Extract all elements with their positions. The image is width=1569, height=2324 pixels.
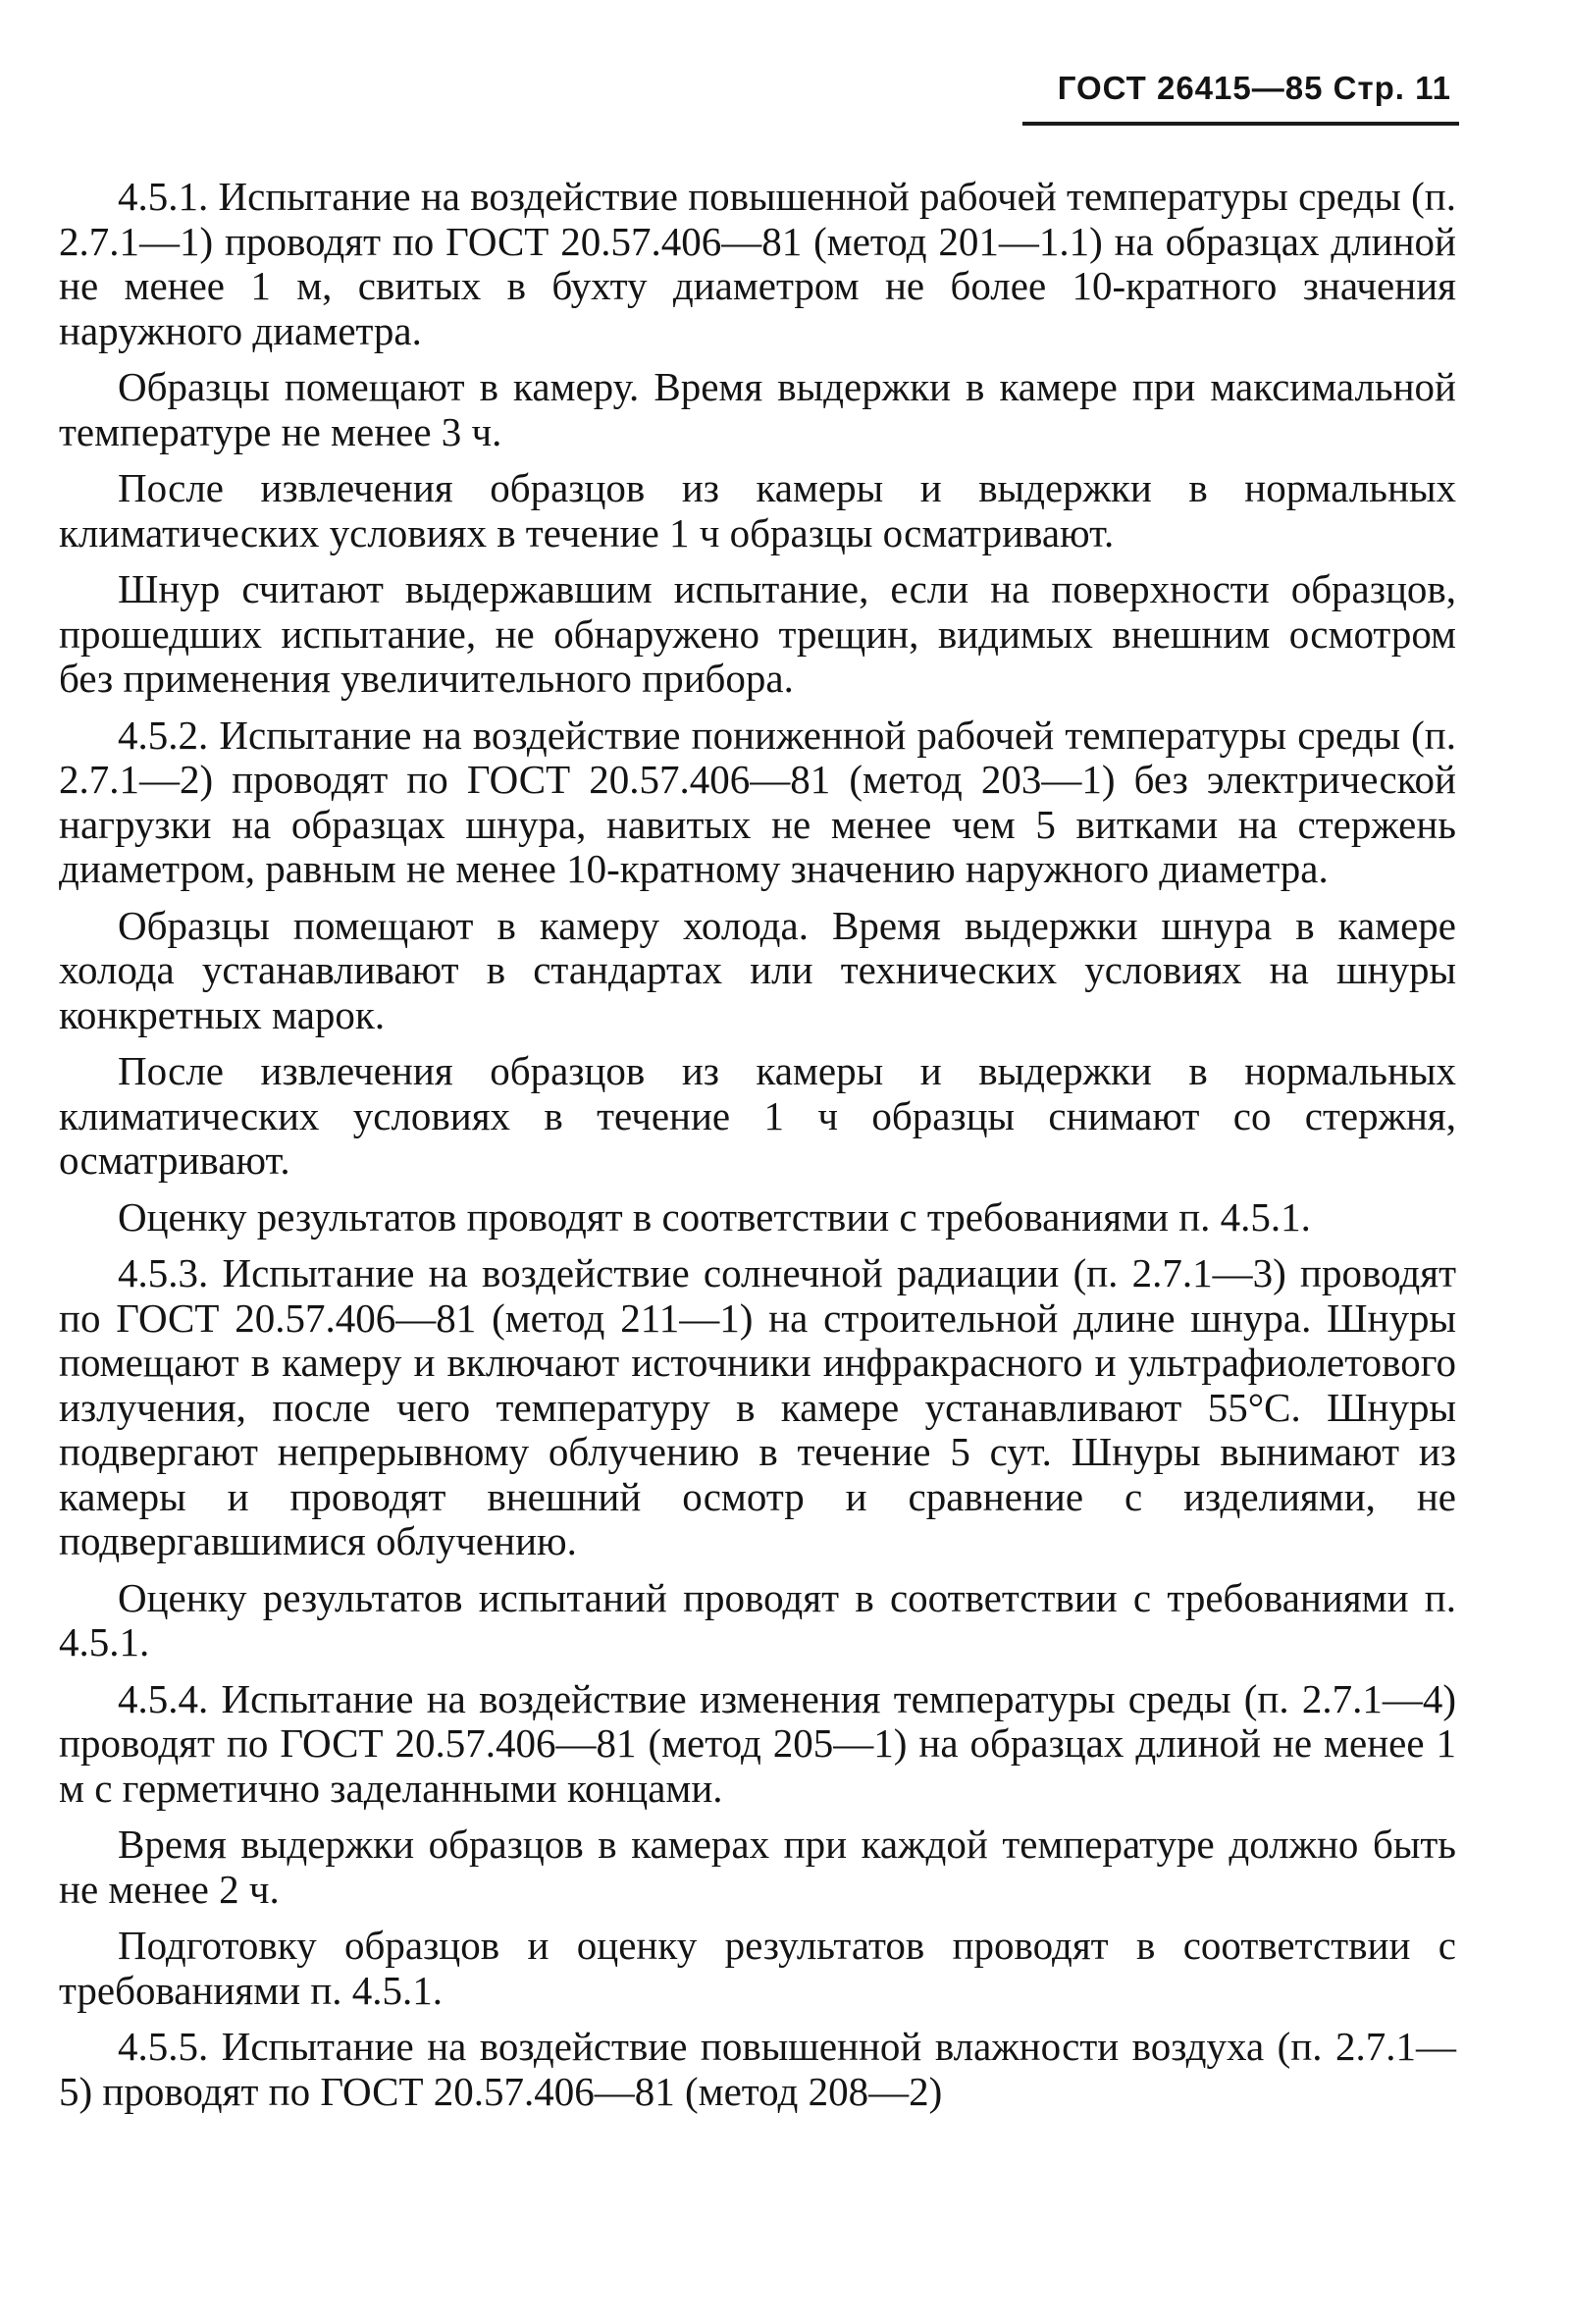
header-rule <box>1022 122 1459 126</box>
paragraph-after-removal: После извлечения образцов из камеры и выдержки в нормальных климатических условиях в течение 1 ч образцы осматривают. <box>59 465 1456 555</box>
paragraph-4-5-1: 4.5.1. Испытание на воздействие повышенной рабочей температуры среды (п. 2.7.1—1) проводят по ГОСТ 20.57.406—81 (метод 201—1.1) на образцах длиной не менее 1 м, свитых в бухту диаметром не более 10-кратного значения наружного диаметра. <box>59 174 1456 353</box>
paragraph-4-5-5: 4.5.5. Испытание на воздействие повышенной влажности воздуха (п. 2.7.1—5) проводят по ГОСТ 20.57.406—81 (метод 208—2) <box>59 2024 1456 2114</box>
paragraph-preparation: Подготовку образцов и оценку результатов проводят в соответствии с требованиями п. 4.5.1. <box>59 1923 1456 2013</box>
paragraph-assessment-ref-2: Оценку результатов испытаний проводят в соответствии с требованиями п. 4.5.1. <box>59 1574 1456 1664</box>
paragraph-cold-chamber: Образцы помещают в камеру холода. Время выдержки шнура в камере холода устанавливают в стандартах или технических условиях на шнуры конкретных марок. <box>59 902 1456 1037</box>
paragraph-remove-from-rod: После извлечения образцов из камеры и выдержки в нормальных климатических условиях в течение 1 ч образцы снимают со стержня, осматривают. <box>59 1048 1456 1183</box>
paragraph-assessment-ref: Оценку результатов проводят в соответствии с требованиями п. 4.5.1. <box>118 1193 1311 1240</box>
paragraph-4-5-2: 4.5.2. Испытание на воздействие пониженной рабочей температуры среды (п. 2.7.1—2) проводят по ГОСТ 20.57.406—81 (метод 203—1) без электрической нагрузки на образцах шнура, навитых не менее чем 5 витками на стержень диаметром, равным не менее 10-кратному значению наружного диаметра. <box>59 712 1456 891</box>
paragraph-4-5-4: 4.5.4. Испытание на воздействие изменения температуры среды (п. 2.7.1—4) проводят по ГОСТ 20.57.406—81 (метод 205—1) на образцах длиной не менее 1 м с герметично заделанными концами. <box>59 1675 1456 1811</box>
paragraph-exposure-time: Время выдержки образцов в камерах при каждой температуре должно быть не менее 2 ч. <box>59 1822 1456 1912</box>
paragraph-4-5-3: 4.5.3. Испытание на воздействие солнечной радиации (п. 2.7.1—3) проводят по ГОСТ 20.57.406—81 (метод 211—1) на строительной длине шнура. Шнуры помещают в камеру и включают источники инфракрасного и ультрафиолетового излучения, после чего температуру в камере устанавливают 55°С. Шнуры подвергают непрерывному облучению в течение 5 сут. Шнуры вынимают из камеры и проводят внешний осмотр и сравнение с изделиями, не подвергавшимися облучению. <box>59 1250 1456 1563</box>
running-head: ГОСТ 26415—85 Стр. 11 <box>1057 70 1451 106</box>
paragraph-chamber-exposure: Образцы помещают в камеру. Время выдержки в камере при максимальной температуре не менее 3 ч. <box>59 364 1456 454</box>
paragraph-pass-criteria: Шнур считают выдержавшим испытание, если на поверхности образцов, прошедших испытание, не обнаружено трещин, видимых внешним осмотром без применения увеличительного прибора. <box>59 566 1456 701</box>
body-text <box>59 175 1456 2126</box>
